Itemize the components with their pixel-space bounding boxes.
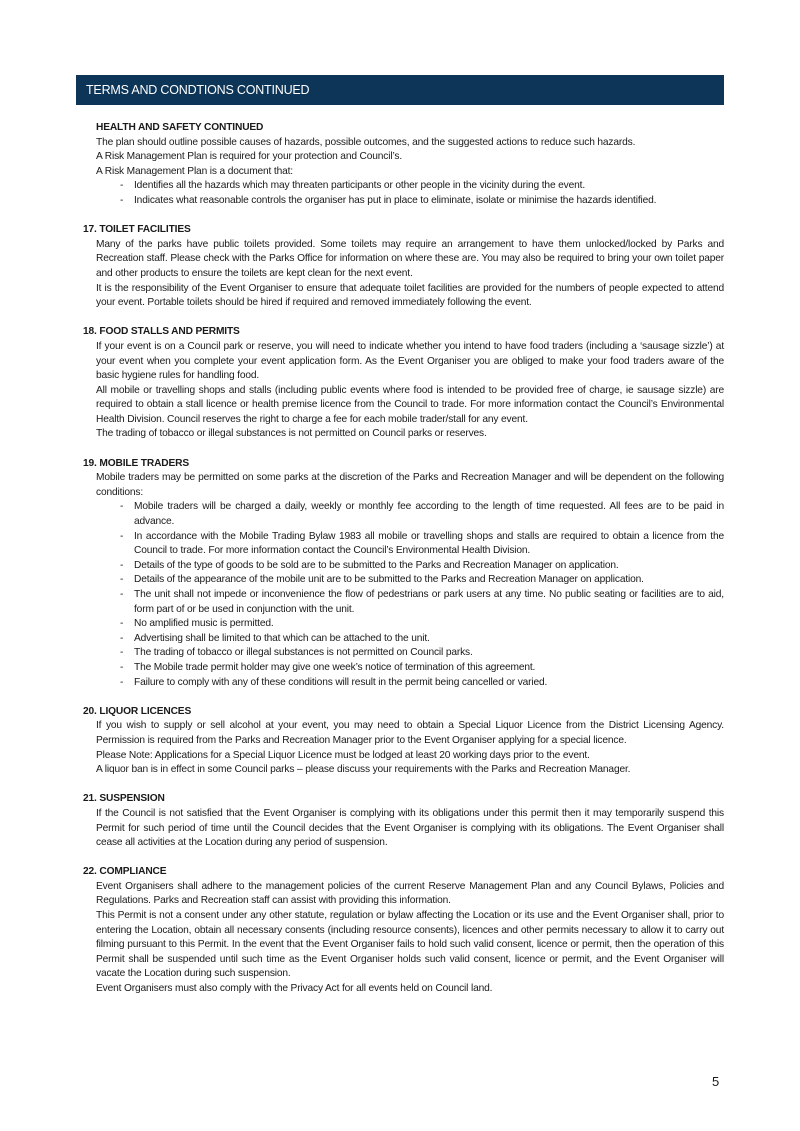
paragraph: If the Council is not satisfied that the Event Organiser is complying with its obligations under this permit then it may temporarily suspend this Permit for such period of time until the Council decides that the Event Organiser is complying with its obligations. The Event Organiser shall cease all activities at the Location during any period of suspension. — [96, 807, 724, 849]
section-title: 18. FOOD STALLS AND PERMITS — [83, 326, 240, 338]
paragraph: The trading of tobacco or illegal substances is not permitted on Council parks or reserves. — [96, 428, 487, 440]
section-title: 19. MOBILE TRADERS — [83, 457, 189, 469]
section-compliance — [83, 865, 724, 996]
list-item: - In accordance with the Mobile Trading Bylaw 1983 all mobile or travelling shops and stalls are required to obtain a licence from the Council to trade. For more information contact the Council’s Environmental Health Division. — [120, 530, 724, 559]
paragraph: All mobile or travelling shops and stalls (including public events where food is intended to be provided free of charge, ie sausage sizzle) are required to obtain a stall licence or health premise licence from the Council to trade. For more information contact the Council’s Environmental Health Division. Council reserves the right to charge a fee for each mobile trader/stall for any event. — [96, 384, 724, 425]
list-item: - Mobile traders will be charged a daily, weekly or monthly fee according to the length of time requested. All fees are to be paid in advance. — [120, 500, 724, 529]
section-header-bar — [76, 75, 724, 105]
section-liquor-licences — [83, 705, 724, 778]
section-body — [96, 340, 724, 442]
bullet-list — [83, 500, 724, 690]
section-body — [96, 719, 724, 777]
list-item: - Failure to comply with any of these conditions will result in the permit being cancelled or varied. — [120, 676, 724, 691]
paragraph: Event Organisers must also comply with the Privacy Act for all events held on Council land. — [96, 983, 493, 995]
section-mobile-traders — [83, 457, 724, 691]
section-title: 22. COMPLIANCE — [83, 866, 167, 878]
paragraph: It is the responsibility of the Event Organiser to ensure that adequate toilet facilities are provided for the numbers of people expected to attend your event. Portable toilets should be hired if required and removed immediately following the event. — [96, 282, 724, 309]
paragraph: This Permit is not a consent under any other statute, regulation or bylaw affecting the Location or its use and the Event Organiser shall, prior to entering the Location, obtain all necessary consents (including resource consents), licences and other permits necessary to allow it to carry out filming pursuant to this Permit. In the event that the Event Organiser fails to hold such valid consent, licence or permit, then the operation of this Permit shall be suspended until such time as the Event Organiser holds such valid consent, licence or permit, and the Event Organiser will vacate the Location during such suspension. — [96, 910, 724, 980]
section-title: 17. TOILET FACILITIES — [83, 224, 191, 236]
section-body — [96, 238, 724, 311]
section-title: 21. SUSPENSION — [83, 793, 165, 805]
list-item: - No amplified music is permitted. — [120, 617, 724, 632]
section-body — [96, 807, 724, 851]
list-item: - The unit shall not impede or inconvenience the flow of pedestrians or park users at any time. No public seating or facilities are to aid, form part of or be used in conjunction with the unit. — [120, 588, 724, 617]
section-health-safety — [83, 121, 724, 209]
paragraph: If you wish to supply or sell alcohol at your event, you may need to obtain a Special Liquor Licence from the District Licensing Agency. Permission is required from the Parks and Recreation Manager prior to the Event Organiser applying for a special licence. — [96, 720, 724, 746]
section-body — [96, 471, 724, 500]
paragraph: A Risk Management Plan is required for your protection and Council’s. — [96, 151, 403, 163]
list-item: - The Mobile trade permit holder may give one week’s notice of termination of this agreement. — [120, 661, 724, 676]
list-item: - Indicates what reasonable controls the organiser has put in place to eliminate, isolate or minimise the hazards identified. — [120, 194, 724, 209]
paragraph: Event Organisers shall adhere to the management policies of the current Reserve Management Plan and any Council Bylaws, Policies and Regulations. Parks and Recreation staff can assist with providing this information. — [96, 880, 724, 907]
list-item: - Details of the type of goods to be sold are to be submitted to the Parks and Recreation Manager on application. — [120, 559, 724, 574]
section-food-stalls — [83, 325, 724, 442]
paragraph: Many of the parks have public toilets provided. Some toilets may require an arrangement to have them unlocked/locked by Parks and Recreation staff. Please check with the Parks Office for information on where these are. You may also be required to bring your own toilet paper and other products to ensure the toilets are kept clean for the next event. — [96, 238, 724, 279]
section-toilet-facilities — [83, 223, 724, 311]
section-title: HEALTH AND SAFETY CONTINUED — [96, 122, 264, 133]
section-body — [96, 880, 724, 997]
list-item: - Advertising shall be limited to that which can be attached to the unit. — [120, 632, 724, 647]
list-item: - The trading of tobacco or illegal substances is not permitted on Council parks. — [120, 646, 724, 661]
paragraph: A Risk Management Plan is a document that: — [96, 165, 293, 177]
bullet-list — [83, 179, 724, 208]
paragraph: If your event is on a Council park or reserve, you will need to indicate whether you intend to have food traders (including a ‘sausage sizzle’) at your event when you complete your event application form. As the Event Organiser you are obliged to make your food traders aware of the basic hygiene rules for handling food. — [96, 340, 724, 382]
paragraph: A liquor ban is in effect in some Council parks – please discuss your requirements with the Parks and Recreation Manager. — [96, 764, 631, 776]
paragraph: The plan should outline possible causes of hazards, possible outcomes, and the suggested actions to reduce such hazards. — [96, 136, 636, 148]
list-item: - Details of the appearance of the mobile unit are to be submitted to the Parks and Recreation Manager on application. — [120, 573, 724, 588]
section-suspension — [83, 792, 724, 850]
list-item: - Identifies all the hazards which may threaten participants or other people in the vicinity during the event. — [120, 179, 724, 194]
page-number: 5 — [712, 1074, 720, 1089]
paragraph: Mobile traders may be permitted on some parks at the discretion of the Parks and Recreation Manager and will be dependent on the following conditions: — [96, 472, 724, 498]
section-body — [96, 136, 724, 180]
header-title: TERMS AND CONDTIONS CONTINUED — [86, 83, 310, 97]
document-body — [83, 121, 724, 1011]
section-title: 20. LIQUOR LICENCES — [83, 705, 192, 717]
paragraph: Please Note: Applications for a Special Liquor Licence must be lodged at least 20 working days prior to the event. — [96, 749, 590, 761]
